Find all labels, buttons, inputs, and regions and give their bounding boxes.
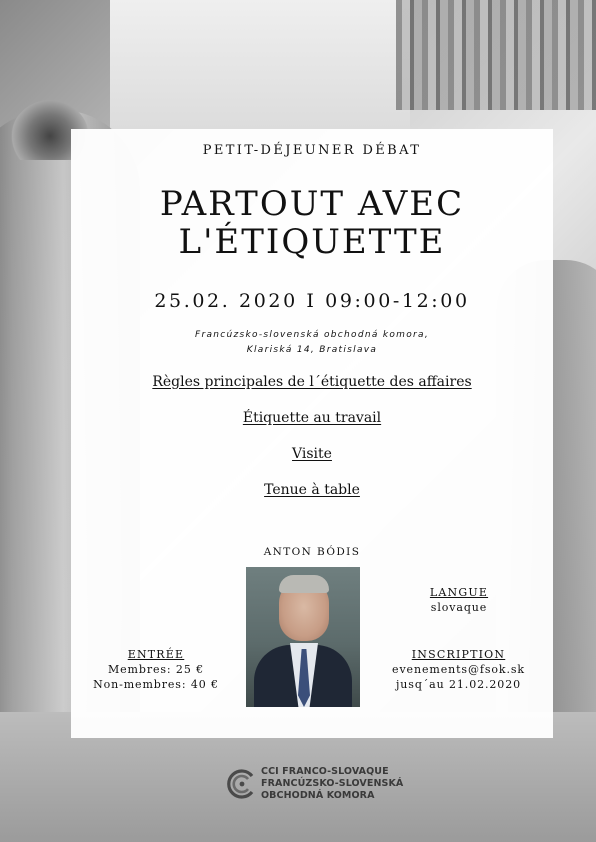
organizer-line1: CCI FRANCO-SLOVAQUE (261, 766, 389, 777)
organizer-line2: FRANCÚZSKO-SLOVENSKÁ (261, 778, 404, 789)
registration-heading: INSCRIPTION (411, 648, 506, 661)
event-type: PETIT-DÉJEUNER DÉBAT (202, 143, 422, 158)
language-heading: LANGUE (429, 586, 489, 599)
venue-line2: Klariská 14, Bratislava (246, 345, 378, 355)
event-datetime: 25.02. 2020 I 09:00-12:00 (154, 290, 470, 312)
registration-info (386, 647, 531, 692)
speaker-photo-hair (279, 575, 329, 593)
entry-members-price: Membres: 25 € (107, 663, 205, 676)
event-title-line2: L'ÉTIQUETTE (178, 222, 446, 262)
event-venue (71, 328, 553, 358)
background-shelf (396, 0, 596, 110)
event-title-line1: PARTOUT AVEC (159, 184, 465, 224)
language-value: slovaque (430, 601, 488, 614)
organizer-name (261, 766, 403, 802)
topic-item[interactable]: Règles principales de l´étiquette des affaires (152, 374, 472, 390)
event-card (71, 129, 553, 738)
registration-email[interactable]: evenements@fsok.sk (392, 663, 525, 676)
language-info (409, 585, 509, 615)
organizer-line3: OBCHODNÁ KOMORA (261, 790, 375, 801)
entry-non-members-price: Non-membres: 40 € (93, 678, 219, 691)
venue-line1: Francúzsko-slovenská obchodná komora, (194, 330, 429, 340)
topic-item[interactable]: Tenue à table (264, 482, 360, 498)
topic-item[interactable]: Visite (292, 446, 332, 462)
background-window (110, 0, 410, 130)
organizer-logo (226, 766, 416, 806)
entry-heading: ENTRÉE (127, 648, 185, 661)
event-title (71, 185, 553, 261)
speaker-name: ANTON BÓDIS (263, 546, 361, 558)
topic-item[interactable]: Étiquette au travail (242, 410, 382, 426)
entry-info (91, 647, 221, 692)
speaker-photo (246, 567, 360, 707)
registration-deadline: jusq´au 21.02.2020 (395, 678, 521, 691)
cci-logo-icon (226, 768, 258, 800)
